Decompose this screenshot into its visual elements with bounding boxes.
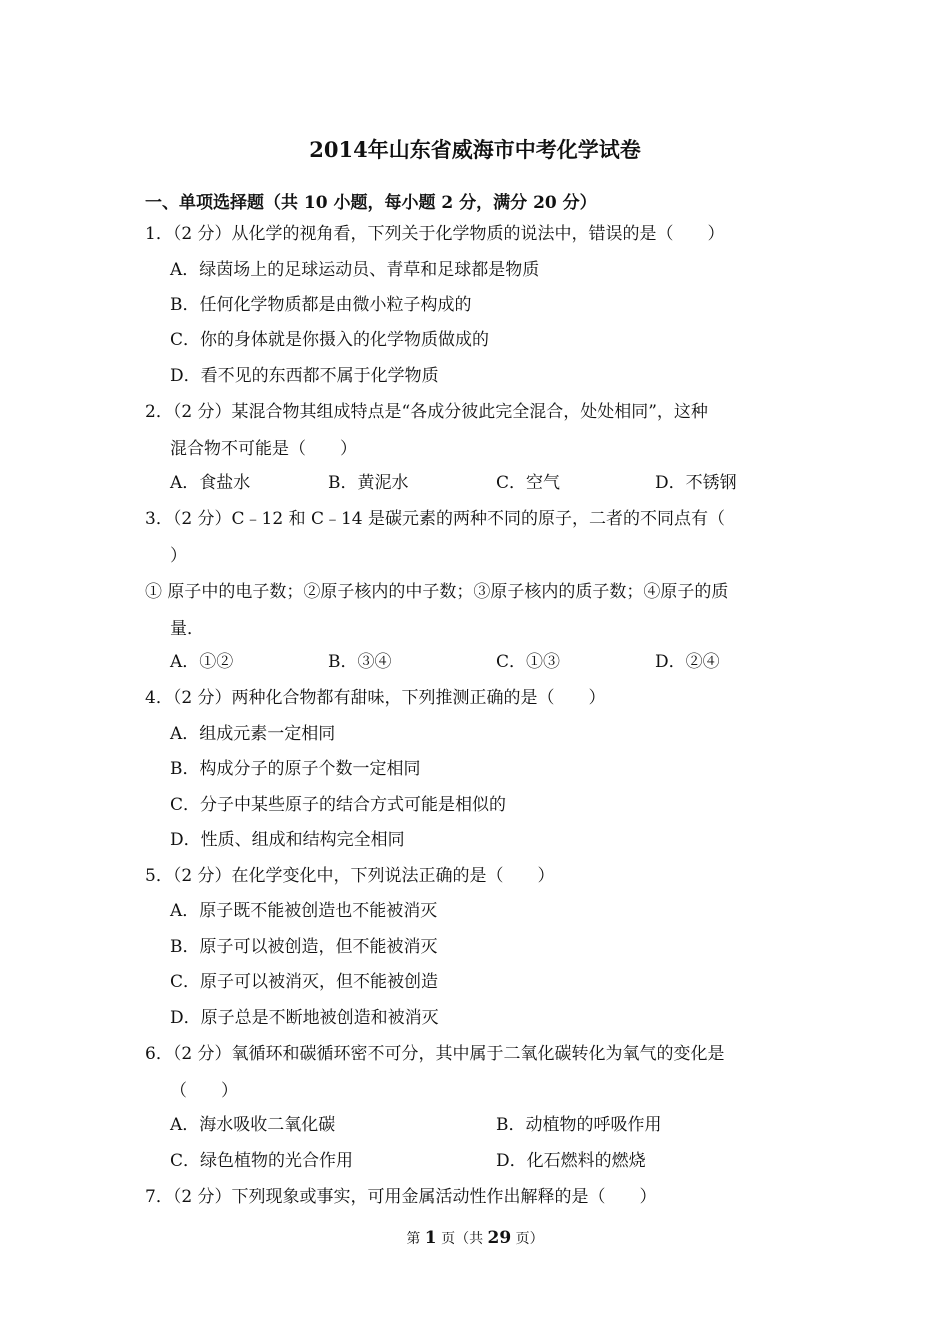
question-2: 2．（2 分）某混合物其组成特点是“各成分彼此完全混合，处处相同”，这种 (145, 402, 708, 422)
q5-option-d: D．原子总是不断地被创造和被消灭 (170, 1008, 439, 1028)
q3-option-b: B．③④ (328, 652, 392, 672)
q3-option-c: C．①③ (496, 652, 561, 672)
question-6-continued: （ ） (170, 1081, 238, 1101)
q5-option-a: A．原子既不能被创造也不能被消灭 (170, 901, 438, 921)
q1-option-b: B．任何化学物质都是由微小粒子构成的 (170, 295, 472, 315)
question-4: 4．（2 分）两种化合物都有甜味，下列推测正确的是（ ） (145, 688, 606, 708)
q4-option-d: D．性质、组成和结构完全相同 (170, 830, 405, 850)
q2-option-b: B．黄泥水 (328, 473, 409, 493)
question-3-continued: ） (170, 546, 187, 566)
q6-option-d: D．化石燃料的燃烧 (496, 1151, 646, 1171)
question-2-continued: 混合物不可能是（ ） (170, 439, 357, 459)
q3-option-a: A．①② (170, 652, 234, 672)
question-6: 6．（2 分）氧循环和碳循环密不可分，其中属于二氧化碳转化为氧气的变化是 (145, 1044, 725, 1064)
question-3-info: ① 原子中的电子数；②原子核内的中子数；③原子核内的质子数；④原子的质 (145, 582, 729, 602)
page-total: 29 (487, 1228, 512, 1248)
q4-option-c: C．分子中某些原子的结合方式可能是相似的 (170, 795, 507, 815)
q1-option-d: D．看不见的东西都不属于化学物质 (170, 366, 439, 386)
q6-option-a: A．海水吸收二氧化碳 (170, 1115, 336, 1135)
document-title: 2014年山东省威海市中考化学试卷 (309, 137, 641, 162)
footer-middle: 页（共 (436, 1231, 488, 1247)
q4-option-b: B．构成分子的原子个数一定相同 (170, 759, 421, 779)
question-5: 5．（2 分）在化学变化中，下列说法正确的是（ ） (145, 866, 555, 886)
footer-prefix: 第 (406, 1231, 425, 1247)
question-3-info-continued: 量． (170, 619, 204, 639)
q5-option-b: B．原子可以被创造，但不能被消灭 (170, 937, 438, 957)
question-1: 1．（2 分）从化学的视角看，下列关于化学物质的说法中，错误的是（ ） (145, 224, 725, 244)
question-7: 7．（2 分）下列现象或事实，可用金属活动性作出解释的是（ ） (145, 1187, 657, 1207)
question-3: 3．（2 分）C﹣12 和 C﹣14 是碳元素的两种不同的原子，二者的不同点有（ (145, 509, 726, 529)
q5-option-c: C．原子可以被消灭，但不能被创造 (170, 972, 439, 992)
q6-option-b: B．动植物的呼吸作用 (496, 1115, 662, 1135)
q4-option-a: A．组成元素一定相同 (170, 724, 336, 744)
footer-suffix: 页） (511, 1231, 544, 1247)
q2-option-a: A．食盐水 (170, 473, 251, 493)
q1-option-c: C．你的身体就是你摄入的化学物质做成的 (170, 330, 490, 350)
q6-option-c: C．绿色植物的光合作用 (170, 1151, 354, 1171)
section-heading: 一、单项选择题（共 10 小题，每小题 2 分，满分 20 分） (145, 193, 597, 213)
q3-option-d: D．②④ (655, 652, 720, 672)
q2-option-d: D．不锈钢 (655, 473, 737, 493)
q1-option-a: A．绿茵场上的足球运动员、青草和足球都是物质 (170, 260, 540, 280)
page-footer (0, 1228, 950, 1248)
q2-option-c: C．空气 (496, 473, 561, 493)
page-number: 1 (424, 1228, 437, 1248)
